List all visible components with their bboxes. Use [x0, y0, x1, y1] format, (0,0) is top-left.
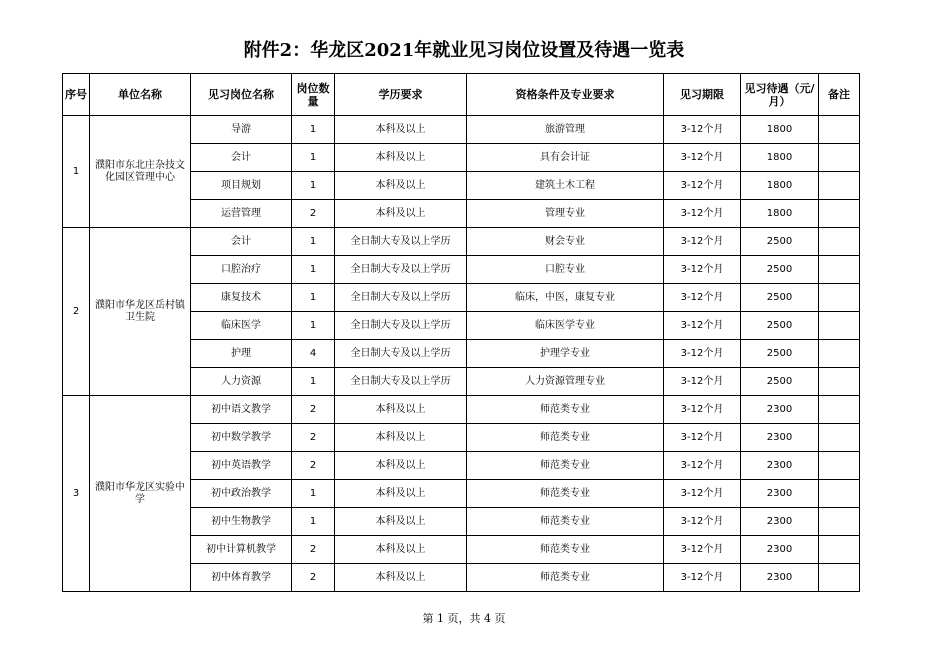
cell-qualification: 护理学专业 [467, 340, 664, 368]
cell-period: 3-12个月 [664, 284, 741, 312]
cell-education: 本科及以上 [335, 480, 467, 508]
cell-qualification: 师范类专业 [467, 564, 664, 592]
cell-seq: 2 [63, 228, 90, 396]
header-qualification: 资格条件及专业要求 [467, 74, 664, 116]
cell-unit: 濮阳市华龙区岳村镇卫生院 [90, 228, 191, 396]
cell-position: 会计 [191, 144, 292, 172]
cell-qualification: 临床，中医，康复专业 [467, 284, 664, 312]
cell-period: 3-12个月 [664, 452, 741, 480]
cell-qualification: 建筑土木工程 [467, 172, 664, 200]
cell-education: 本科及以上 [335, 200, 467, 228]
table-body [63, 116, 860, 592]
cell-qualification: 临床医学专业 [467, 312, 664, 340]
header-count: 岗位数量 [292, 74, 335, 116]
cell-salary: 2500 [741, 256, 819, 284]
cell-education: 全日制大专及以上学历 [335, 256, 467, 284]
cell-count: 2 [292, 200, 335, 228]
cell-qualification: 人力资源管理专业 [467, 368, 664, 396]
cell-seq: 1 [63, 116, 90, 228]
cell-period: 3-12个月 [664, 536, 741, 564]
cell-count: 2 [292, 452, 335, 480]
cell-period: 3-12个月 [664, 564, 741, 592]
cell-unit: 濮阳市华龙区实验中学 [90, 396, 191, 592]
header-remark: 备注 [819, 74, 860, 116]
cell-education: 本科及以上 [335, 396, 467, 424]
cell-count: 1 [292, 508, 335, 536]
cell-remark [819, 340, 860, 368]
cell-remark [819, 200, 860, 228]
cell-period: 3-12个月 [664, 116, 741, 144]
cell-remark [819, 368, 860, 396]
cell-position: 初中体育教学 [191, 564, 292, 592]
cell-qualification: 师范类专业 [467, 424, 664, 452]
cell-education: 全日制大专及以上学历 [335, 312, 467, 340]
cell-remark [819, 172, 860, 200]
cell-qualification: 具有会计证 [467, 144, 664, 172]
cell-education: 全日制大专及以上学历 [335, 368, 467, 396]
cell-education: 本科及以上 [335, 452, 467, 480]
cell-position: 初中英语教学 [191, 452, 292, 480]
cell-salary: 2300 [741, 424, 819, 452]
cell-qualification: 师范类专业 [467, 396, 664, 424]
cell-education: 全日制大专及以上学历 [335, 340, 467, 368]
table-row [63, 396, 860, 424]
cell-salary: 2300 [741, 508, 819, 536]
cell-period: 3-12个月 [664, 200, 741, 228]
cell-qualification: 旅游管理 [467, 116, 664, 144]
cell-position: 初中数学教学 [191, 424, 292, 452]
cell-count: 1 [292, 312, 335, 340]
cell-seq: 3 [63, 396, 90, 592]
cell-count: 1 [292, 172, 335, 200]
cell-period: 3-12个月 [664, 256, 741, 284]
cell-count: 1 [292, 144, 335, 172]
cell-count: 1 [292, 368, 335, 396]
cell-salary: 2500 [741, 340, 819, 368]
cell-period: 3-12个月 [664, 396, 741, 424]
cell-count: 1 [292, 116, 335, 144]
cell-count: 1 [292, 480, 335, 508]
cell-position: 初中计算机教学 [191, 536, 292, 564]
header-position: 见习岗位名称 [191, 74, 292, 116]
cell-position: 初中生物教学 [191, 508, 292, 536]
cell-salary: 1800 [741, 200, 819, 228]
cell-position: 口腔治疗 [191, 256, 292, 284]
cell-salary: 1800 [741, 116, 819, 144]
cell-remark [819, 564, 860, 592]
cell-salary: 2500 [741, 228, 819, 256]
cell-salary: 1800 [741, 144, 819, 172]
cell-count: 1 [292, 256, 335, 284]
cell-position: 康复技术 [191, 284, 292, 312]
cell-position: 初中政治教学 [191, 480, 292, 508]
cell-education: 全日制大专及以上学历 [335, 228, 467, 256]
cell-remark [819, 452, 860, 480]
cell-qualification: 师范类专业 [467, 536, 664, 564]
cell-salary: 2500 [741, 312, 819, 340]
cell-salary: 2500 [741, 368, 819, 396]
cell-education: 本科及以上 [335, 144, 467, 172]
cell-position: 会计 [191, 228, 292, 256]
cell-unit: 濮阳市东北庄杂技文化园区管理中心 [90, 116, 191, 228]
cell-count: 1 [292, 284, 335, 312]
cell-qualification: 师范类专业 [467, 480, 664, 508]
cell-education: 本科及以上 [335, 536, 467, 564]
cell-count: 2 [292, 424, 335, 452]
cell-salary: 1800 [741, 172, 819, 200]
cell-remark [819, 228, 860, 256]
cell-salary: 2300 [741, 396, 819, 424]
cell-position: 项目规划 [191, 172, 292, 200]
cell-period: 3-12个月 [664, 172, 741, 200]
cell-qualification: 口腔专业 [467, 256, 664, 284]
cell-period: 3-12个月 [664, 144, 741, 172]
cell-remark [819, 536, 860, 564]
cell-count: 2 [292, 564, 335, 592]
cell-remark [819, 396, 860, 424]
cell-remark [819, 284, 860, 312]
cell-position: 人力资源 [191, 368, 292, 396]
cell-education: 本科及以上 [335, 564, 467, 592]
cell-remark [819, 144, 860, 172]
page-title: 附件2：华龙区2021年就业见习岗位设置及待遇一览表 [243, 40, 685, 61]
cell-remark [819, 256, 860, 284]
header-education: 学历要求 [335, 74, 467, 116]
cell-period: 3-12个月 [664, 424, 741, 452]
cell-count: 2 [292, 396, 335, 424]
cell-salary: 2300 [741, 564, 819, 592]
cell-education: 本科及以上 [335, 508, 467, 536]
page-footer: 第 1 页，共 4 页 [422, 612, 506, 625]
cell-position: 初中语文教学 [191, 396, 292, 424]
cell-education: 本科及以上 [335, 424, 467, 452]
cell-education: 全日制大专及以上学历 [335, 284, 467, 312]
table-row [63, 228, 860, 256]
cell-count: 2 [292, 536, 335, 564]
cell-period: 3-12个月 [664, 480, 741, 508]
cell-position: 护理 [191, 340, 292, 368]
cell-position: 运营管理 [191, 200, 292, 228]
table-header-row [63, 74, 860, 116]
cell-count: 4 [292, 340, 335, 368]
cell-period: 3-12个月 [664, 368, 741, 396]
positions-table [62, 73, 860, 592]
cell-period: 3-12个月 [664, 340, 741, 368]
cell-remark [819, 312, 860, 340]
cell-salary: 2500 [741, 284, 819, 312]
cell-qualification: 师范类专业 [467, 508, 664, 536]
cell-period: 3-12个月 [664, 228, 741, 256]
cell-remark [819, 508, 860, 536]
cell-remark [819, 116, 860, 144]
cell-qualification: 财会专业 [467, 228, 664, 256]
cell-period: 3-12个月 [664, 508, 741, 536]
cell-remark [819, 480, 860, 508]
cell-position: 临床医学 [191, 312, 292, 340]
cell-period: 3-12个月 [664, 312, 741, 340]
cell-count: 1 [292, 228, 335, 256]
cell-salary: 2300 [741, 536, 819, 564]
table-row [63, 116, 860, 144]
cell-education: 本科及以上 [335, 172, 467, 200]
cell-position: 导游 [191, 116, 292, 144]
cell-remark [819, 424, 860, 452]
cell-qualification: 师范类专业 [467, 452, 664, 480]
header-seq: 序号 [63, 74, 90, 116]
header-period: 见习期限 [664, 74, 741, 116]
header-salary: 见习待遇（元/月） [741, 74, 819, 116]
header-unit: 单位名称 [90, 74, 191, 116]
cell-salary: 2300 [741, 480, 819, 508]
cell-salary: 2300 [741, 452, 819, 480]
cell-qualification: 管理专业 [467, 200, 664, 228]
cell-education: 本科及以上 [335, 116, 467, 144]
